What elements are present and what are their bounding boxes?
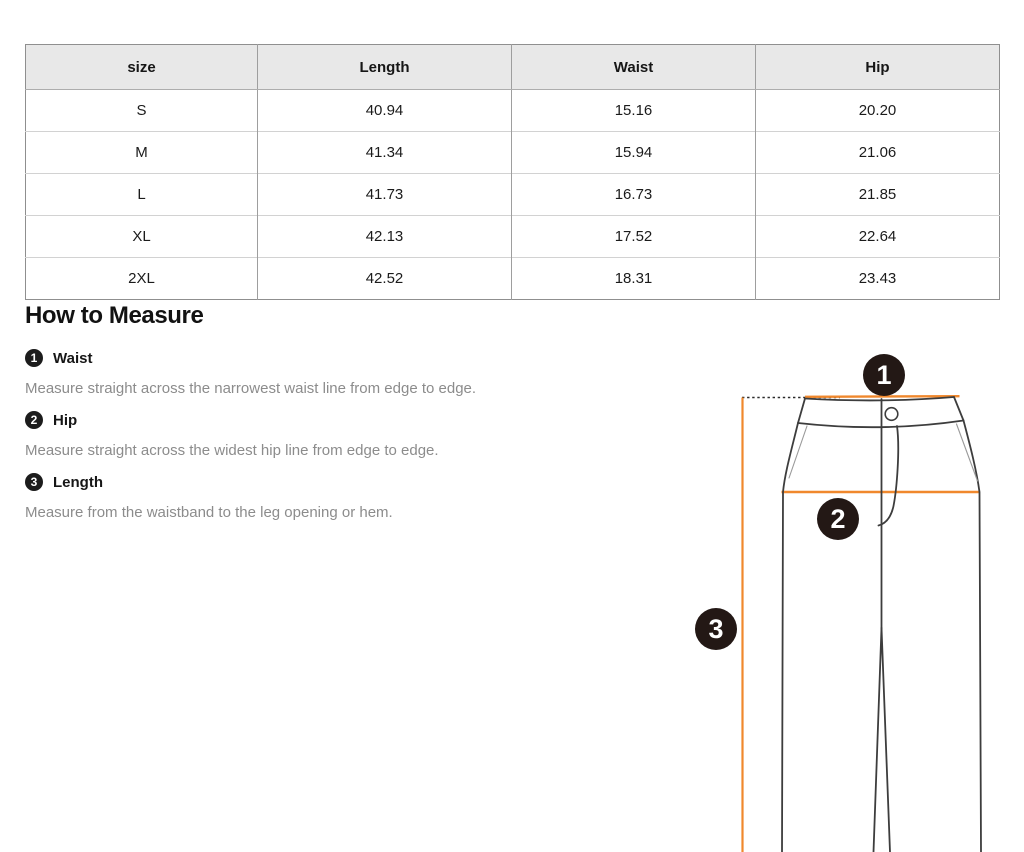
measure-item-description: Measure straight across the narrowest waist line from edge to edge. [25,380,477,397]
cell-size: XL [26,216,258,258]
size-chart-table [25,44,1000,300]
waistband-left-edge [798,399,805,424]
column-header-hip: Hip [756,45,1000,90]
cell-waist: 15.94 [512,132,756,174]
how-to-measure-title: How to Measure [25,302,204,329]
cell-length: 42.13 [258,216,512,258]
pants-measurement-diagram [690,350,1024,852]
pants-outline [782,397,981,852]
table-row [26,132,1000,174]
column-header-waist: Waist [512,45,756,90]
measure-item-waist [25,349,92,367]
hip-marker-badge: 2 [817,498,859,540]
measure-item-label: Length [53,473,103,491]
right-inseam [882,628,891,852]
measure-item-hip [25,411,77,429]
column-header-length: Length [258,45,512,90]
measurement-guides [742,396,980,852]
cell-waist: 17.52 [512,216,756,258]
cell-hip: 21.06 [756,132,1000,174]
column-header-size: size [26,45,258,90]
measure-item-length [25,473,103,491]
table-row [26,174,1000,216]
number-1-badge: 1 [25,349,43,367]
table-row [26,258,1000,300]
measure-item-description: Measure from the waistband to the leg opening or hem. [25,504,393,521]
table-header-row [26,45,1000,90]
number-3-badge: 3 [25,473,43,491]
cell-hip: 23.43 [756,258,1000,300]
cell-hip: 21.85 [756,174,1000,216]
right-side-seam [964,421,982,852]
table-row [26,216,1000,258]
waist-marker-badge: 1 [863,354,905,396]
cell-size: M [26,132,258,174]
left-inseam [874,628,882,852]
waist-guide-line [805,396,960,397]
cell-size: S [136,102,147,119]
left-side-seam [782,423,798,852]
pocket-seams [789,424,978,481]
cell-length: 41.73 [258,174,512,216]
cell-size: L [26,174,258,216]
measure-item-description: Measure straight across the widest hip line from edge to edge. [25,442,439,459]
cell-length: 42.52 [258,258,512,300]
measure-item-label: Hip [53,411,78,429]
cell-waist: 15.16 [512,90,756,132]
cell-size: 2XL [26,258,258,300]
button [885,408,898,421]
cell-hip: 20.20 [756,90,1000,132]
cell-length: 40.94 [258,90,512,132]
waistband-right-edge [954,397,964,421]
length-marker-badge: 3 [695,608,737,650]
cell-waist: 16.73 [512,174,756,216]
table-row [26,90,1000,132]
number-2-badge: 2 [25,411,43,429]
cell-hip: 22.64 [756,216,1000,258]
cell-waist: 18.31 [512,258,756,300]
cell-length: 41.34 [258,132,512,174]
measure-item-label: Waist [53,349,93,367]
